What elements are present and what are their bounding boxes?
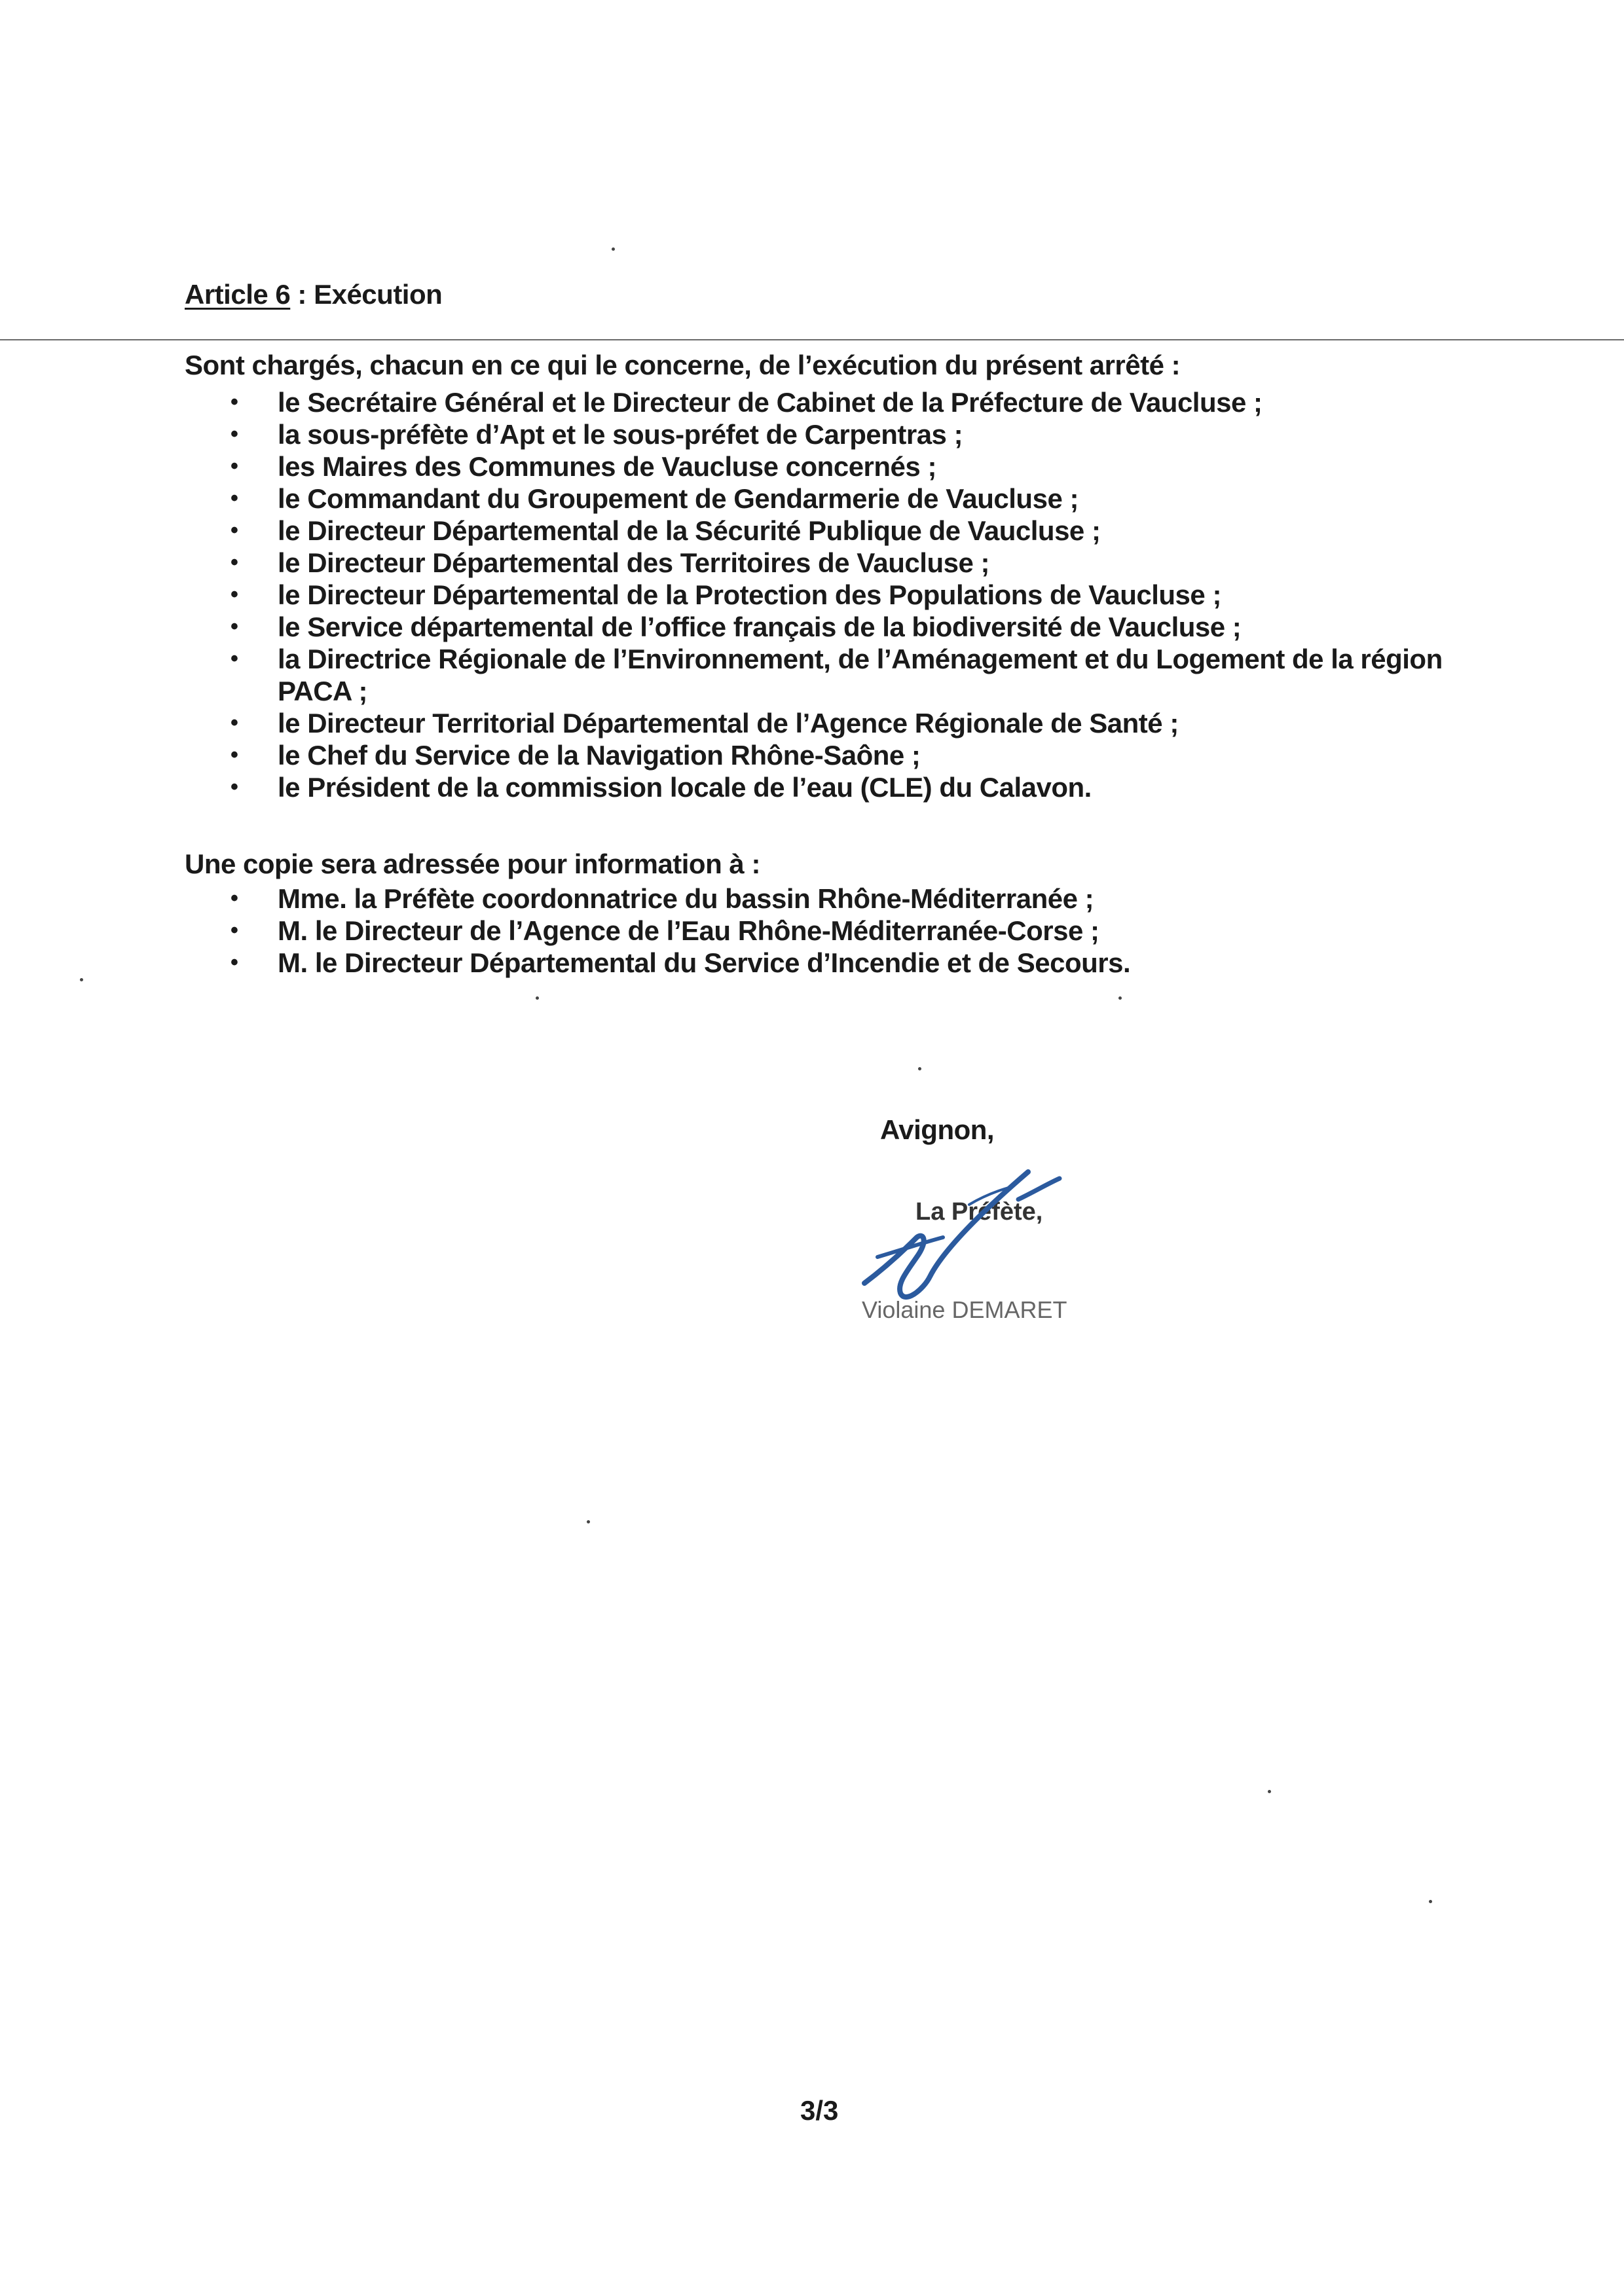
bullet-icon: • xyxy=(231,742,238,767)
signature-block xyxy=(851,1159,1113,1342)
bullet-icon: • xyxy=(231,950,238,975)
list-item: • le Secrétaire Général et le Directeur de Cabinet de la Préfecture de Vaucluse ; xyxy=(231,387,1263,418)
bullet-icon: • xyxy=(231,886,238,911)
list-item: • M. le Directeur Départemental du Service d’Incendie et de Secours. xyxy=(231,947,1131,978)
responsables-list xyxy=(185,386,1501,803)
list-item: • le Chef du Service de la Navigation Rhône-Saône ; xyxy=(231,740,921,771)
list-item: • la sous-préfète d’Apt et le sous-préfet de Carpentras ; xyxy=(231,419,963,450)
signatory-title: La Préfète, xyxy=(915,1198,1043,1226)
article-title: Exécution xyxy=(314,279,443,310)
scan-speck xyxy=(612,247,615,251)
bullet-icon: • xyxy=(231,614,238,639)
signature-place: Avignon, xyxy=(880,1114,995,1145)
scan-speck xyxy=(1268,1790,1271,1793)
list-item: • le Commandant du Groupement de Gendarmerie de Vaucluse ; xyxy=(231,483,1079,514)
bullet-icon: • xyxy=(231,646,238,671)
list-item: • le Service départemental de l’office français de la biodiversité de Vaucluse ; xyxy=(231,611,1242,642)
list-item: • le Directeur Territorial Départemental de l’Agence Régionale de Santé ; xyxy=(231,708,1179,738)
scan-speck xyxy=(1429,1900,1432,1903)
list-item: • Mme. la Préfète coordonnatrice du bassin Rhône-Méditerranée ; xyxy=(231,883,1094,914)
signature-strokes xyxy=(864,1172,1060,1297)
page-number: 3/3 xyxy=(800,2095,839,2126)
bullet-icon: • xyxy=(231,390,238,414)
article-heading xyxy=(185,279,442,310)
scan-speck xyxy=(587,1520,590,1523)
list-item: • le Président de la commission locale de l’eau (CLE) du Calavon. xyxy=(231,772,1092,803)
bullet-icon: • xyxy=(231,518,238,543)
scan-speck xyxy=(80,978,83,981)
scan-speck xyxy=(1118,996,1122,1000)
bullet-icon: • xyxy=(231,918,238,943)
list-item: • le Directeur Départemental de la Sécurité Publique de Vaucluse ; xyxy=(231,515,1101,546)
list-item: • la Directrice Régionale de l’Environnement, de l’Aménagement et du Logement de la région PACA ; xyxy=(231,644,1443,706)
list-item: • le Directeur Départemental de la Protection des Populations de Vaucluse ; xyxy=(231,579,1221,610)
bullet-icon: • xyxy=(231,550,238,575)
bullet-icon: • xyxy=(231,582,238,607)
horizontal-rule xyxy=(0,339,1624,340)
list-item: • le Directeur Départemental des Territoires de Vaucluse ; xyxy=(231,547,989,578)
list-item: • les Maires des Communes de Vaucluse concernés ; xyxy=(231,451,936,482)
scan-speck xyxy=(918,1067,921,1070)
bullet-icon: • xyxy=(231,454,238,479)
bullet-icon: • xyxy=(231,486,238,511)
article-number: Article 6 xyxy=(185,279,291,310)
article-separator: : xyxy=(290,279,314,310)
signatory-name: Violaine DEMARET xyxy=(862,1296,1067,1323)
bullet-icon: • xyxy=(231,774,238,799)
execution-intro: Sont chargés, chacun en ce qui le concerne, de l’exécution du présent arrêté : xyxy=(185,350,1181,380)
bullet-icon: • xyxy=(231,422,238,446)
bullet-icon: • xyxy=(231,710,238,735)
copy-intro: Une copie sera adressée pour information à : xyxy=(185,848,760,879)
handwritten-signature-icon xyxy=(851,1159,1113,1342)
destinataires-list xyxy=(185,883,1501,979)
scan-speck xyxy=(536,996,539,1000)
list-item: • M. le Directeur de l’Agence de l’Eau Rhône-Méditerranée-Corse ; xyxy=(231,915,1099,946)
